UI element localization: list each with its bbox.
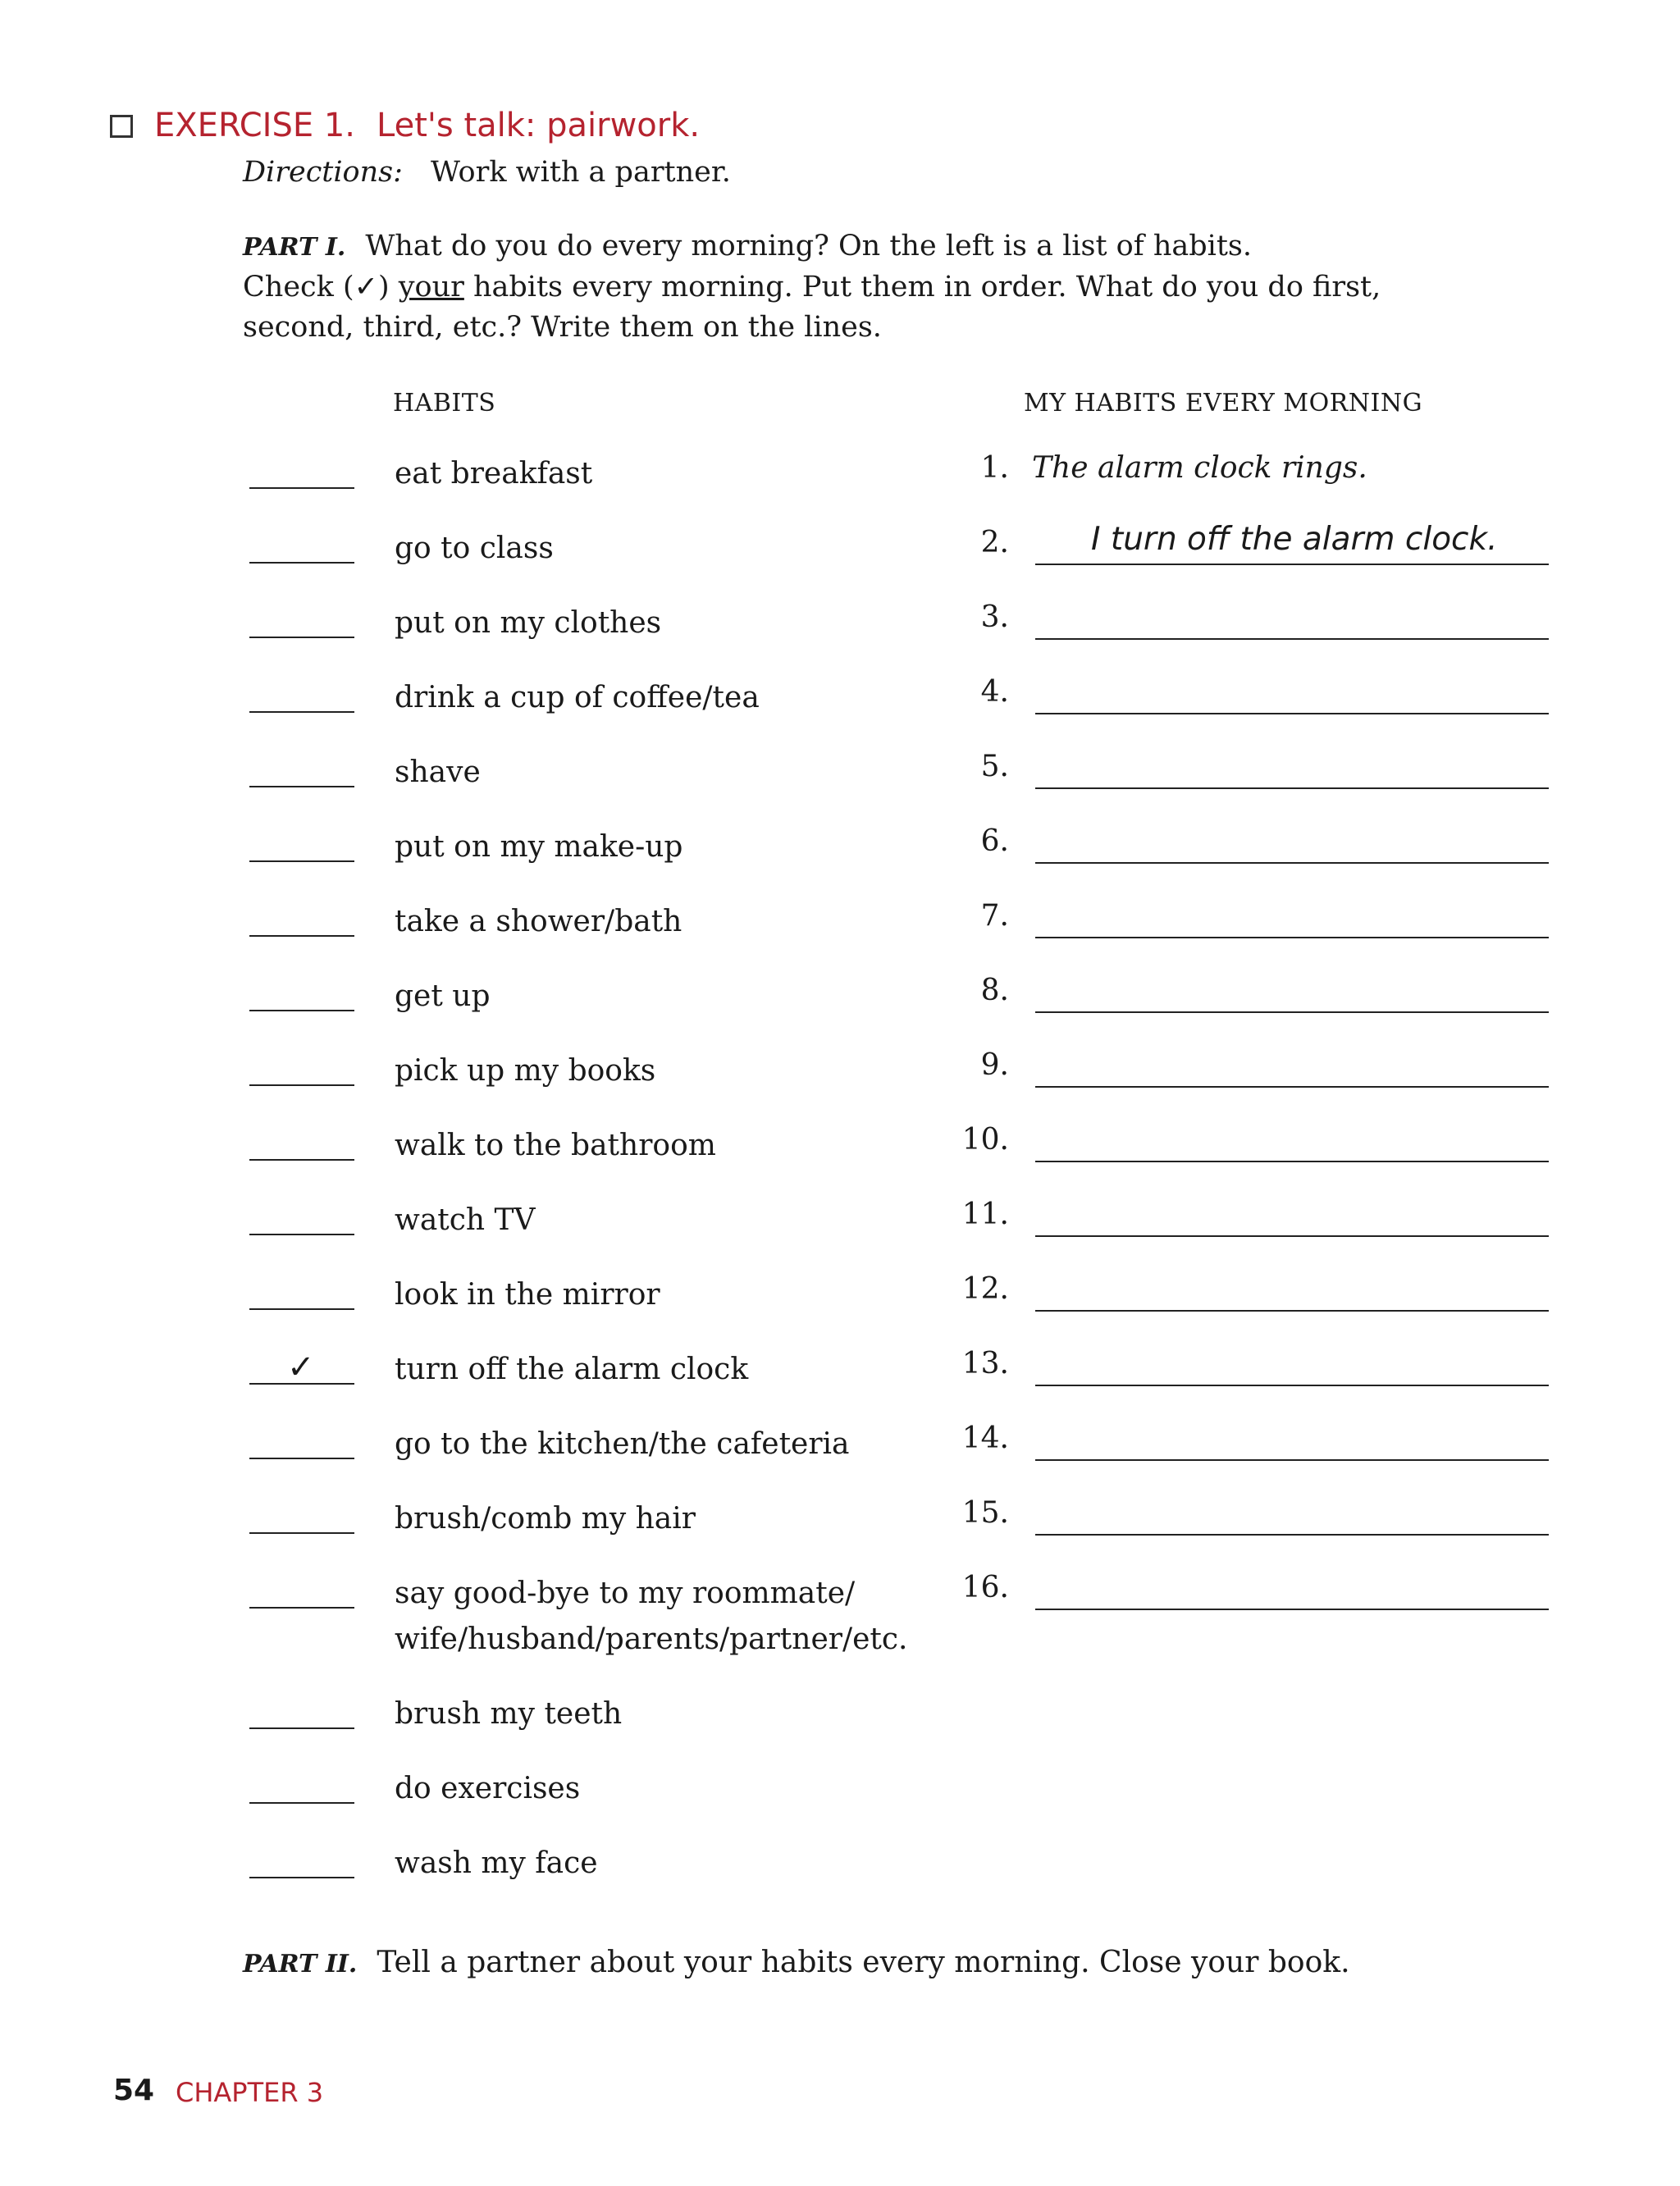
answer-line[interactable] — [1035, 787, 1549, 789]
habit-item — [395, 1198, 536, 1244]
answer-number: 12. — [961, 1272, 1009, 1306]
underlined-your: your — [398, 271, 464, 303]
habit-check-blank[interactable] — [249, 1234, 354, 1235]
habit-item — [395, 1347, 748, 1393]
habit-check-blank[interactable] — [249, 1308, 354, 1310]
habit-text: get up — [395, 979, 491, 1013]
habit-text: watch TV — [395, 1203, 536, 1237]
exercise-title: Let's talk: pairwork. — [377, 107, 701, 144]
answer-line[interactable] — [1035, 937, 1549, 938]
page-number: 54 — [113, 2074, 155, 2107]
habit-item — [395, 451, 592, 497]
part1-instructions — [243, 226, 1381, 348]
answer-number: 8. — [980, 974, 1009, 1007]
directions-label: Directions: — [243, 156, 403, 189]
habit-check-blank[interactable] — [249, 1532, 354, 1534]
answer-number: 1. — [980, 451, 1009, 485]
habit-item — [395, 1123, 716, 1169]
habit-check-blank[interactable] — [249, 1084, 354, 1086]
answer-line[interactable] — [1035, 1609, 1549, 1610]
habit-check-blank[interactable] — [249, 1877, 354, 1878]
chapter-label: CHAPTER 3 — [176, 2077, 324, 2108]
answer-line[interactable] — [1035, 1161, 1549, 1162]
part1-line2: Check (✓) your habits every morning. Put them in order. What do you do first, — [243, 271, 1381, 303]
habit-text: wash my face — [395, 1846, 598, 1880]
habit-text: brush/comb my hair — [395, 1502, 696, 1536]
answer-line[interactable] — [1035, 638, 1549, 640]
habit-check-blank[interactable] — [249, 860, 354, 862]
habit-text: do exercises — [395, 1772, 581, 1805]
habit-check-blank[interactable] — [249, 1010, 354, 1011]
my-habits-column-header: MY HABITS EVERY MORNING — [1024, 389, 1423, 418]
part2-text: Tell a partner about your habits every morning. Close your book. — [377, 1946, 1350, 1979]
habit-check-blank[interactable] — [249, 1458, 354, 1459]
habit-check-blank[interactable] — [249, 1727, 354, 1729]
exercise-number: EXERCISE 1. — [154, 107, 356, 144]
answer-line[interactable] — [1035, 1534, 1549, 1536]
answer-number: 2. — [980, 526, 1009, 559]
habit-check-blank[interactable] — [249, 487, 354, 489]
habit-check-blank[interactable] — [249, 1159, 354, 1161]
habit-check-blank[interactable] — [249, 637, 354, 638]
habit-text: walk to the bathroom — [395, 1129, 716, 1162]
answer-line[interactable] — [1035, 1385, 1549, 1386]
answer-number: 10. — [961, 1123, 1009, 1157]
answer-number: 13. — [961, 1347, 1009, 1381]
answer-number: 6. — [980, 824, 1009, 858]
habit-check-blank[interactable] — [249, 711, 354, 713]
directions — [243, 156, 731, 189]
answer-line[interactable] — [1035, 564, 1549, 565]
habit-text: brush my teeth — [395, 1697, 623, 1731]
habit-item — [395, 1048, 655, 1094]
habit-check-blank[interactable] — [249, 1607, 354, 1609]
habit-text: put on my clothes — [395, 606, 662, 640]
part1-line3: second, third, etc.? Write them on the lines. — [243, 311, 882, 344]
example-answer-2: I turn off the alarm clock. — [1091, 521, 1498, 558]
habit-check-blank[interactable] — [249, 1802, 354, 1804]
answer-number: 4. — [980, 675, 1009, 709]
habit-item — [395, 1841, 598, 1887]
answer-line[interactable] — [1035, 1459, 1549, 1461]
habit-item — [395, 1766, 580, 1812]
answer-line[interactable] — [1035, 1011, 1549, 1013]
part1-tag: PART I. — [243, 233, 346, 262]
habit-item — [395, 974, 491, 1020]
habit-item — [395, 899, 682, 945]
answer-line[interactable] — [1035, 862, 1549, 864]
habit-item — [395, 750, 481, 796]
habit-text: go to class — [395, 532, 554, 565]
habit-item — [395, 1272, 660, 1318]
habit-text: drink a cup of coffee/tea — [395, 681, 760, 714]
habit-item — [395, 1496, 696, 1542]
answer-number: 15. — [961, 1496, 1009, 1530]
habit-text: say good-bye to my roommate/ — [395, 1577, 856, 1610]
habit-check-blank[interactable] — [249, 935, 354, 937]
answer-line[interactable] — [1035, 1310, 1549, 1312]
habit-text-continued: wife/husband/parents/partner/etc. — [395, 1622, 908, 1656]
habit-text: eat breakfast — [395, 457, 593, 491]
answer-number: 7. — [980, 899, 1009, 933]
answer-number: 9. — [980, 1048, 1009, 1082]
example-answer-1: The alarm clock rings. — [1032, 451, 1367, 485]
habit-check-blank[interactable] — [249, 562, 354, 564]
habits-column-header: HABITS — [393, 389, 496, 418]
habit-item — [395, 526, 554, 572]
answer-number: 5. — [980, 750, 1009, 783]
answer-number: 16. — [961, 1571, 1009, 1604]
habit-item — [395, 824, 682, 870]
part2-tag: PART II. — [243, 1950, 358, 1978]
answer-line[interactable] — [1035, 1235, 1549, 1237]
habit-text: take a shower/bath — [395, 905, 682, 938]
exercise-checkbox[interactable] — [110, 115, 133, 138]
directions-text: Work with a partner. — [430, 156, 731, 189]
habit-check-blank[interactable] — [249, 786, 354, 787]
habit-text: look in the mirror — [395, 1278, 660, 1312]
habit-text: turn off the alarm clock — [395, 1353, 749, 1386]
checkmark-icon: ✓ — [287, 1349, 315, 1386]
habit-item — [395, 1571, 907, 1663]
habit-item — [395, 600, 661, 646]
habit-text: pick up my books — [395, 1054, 656, 1088]
habit-item — [395, 1691, 622, 1737]
habit-item — [395, 675, 760, 721]
habit-text: go to the kitchen/the cafeteria — [395, 1427, 850, 1461]
part2-instructions — [243, 1946, 1350, 1979]
answer-number: 3. — [980, 600, 1009, 634]
answer-number: 14. — [961, 1422, 1009, 1455]
answer-line[interactable] — [1035, 1086, 1549, 1088]
habit-text: shave — [395, 755, 481, 789]
answer-number: 11. — [961, 1198, 1009, 1231]
habit-text: put on my make-up — [395, 830, 683, 864]
habit-item — [395, 1422, 850, 1467]
part1-line1: PART I. What do you do every morning? On the left is a list of habits. — [243, 230, 1252, 262]
exercise-heading — [154, 107, 700, 144]
answer-line[interactable] — [1035, 713, 1549, 714]
